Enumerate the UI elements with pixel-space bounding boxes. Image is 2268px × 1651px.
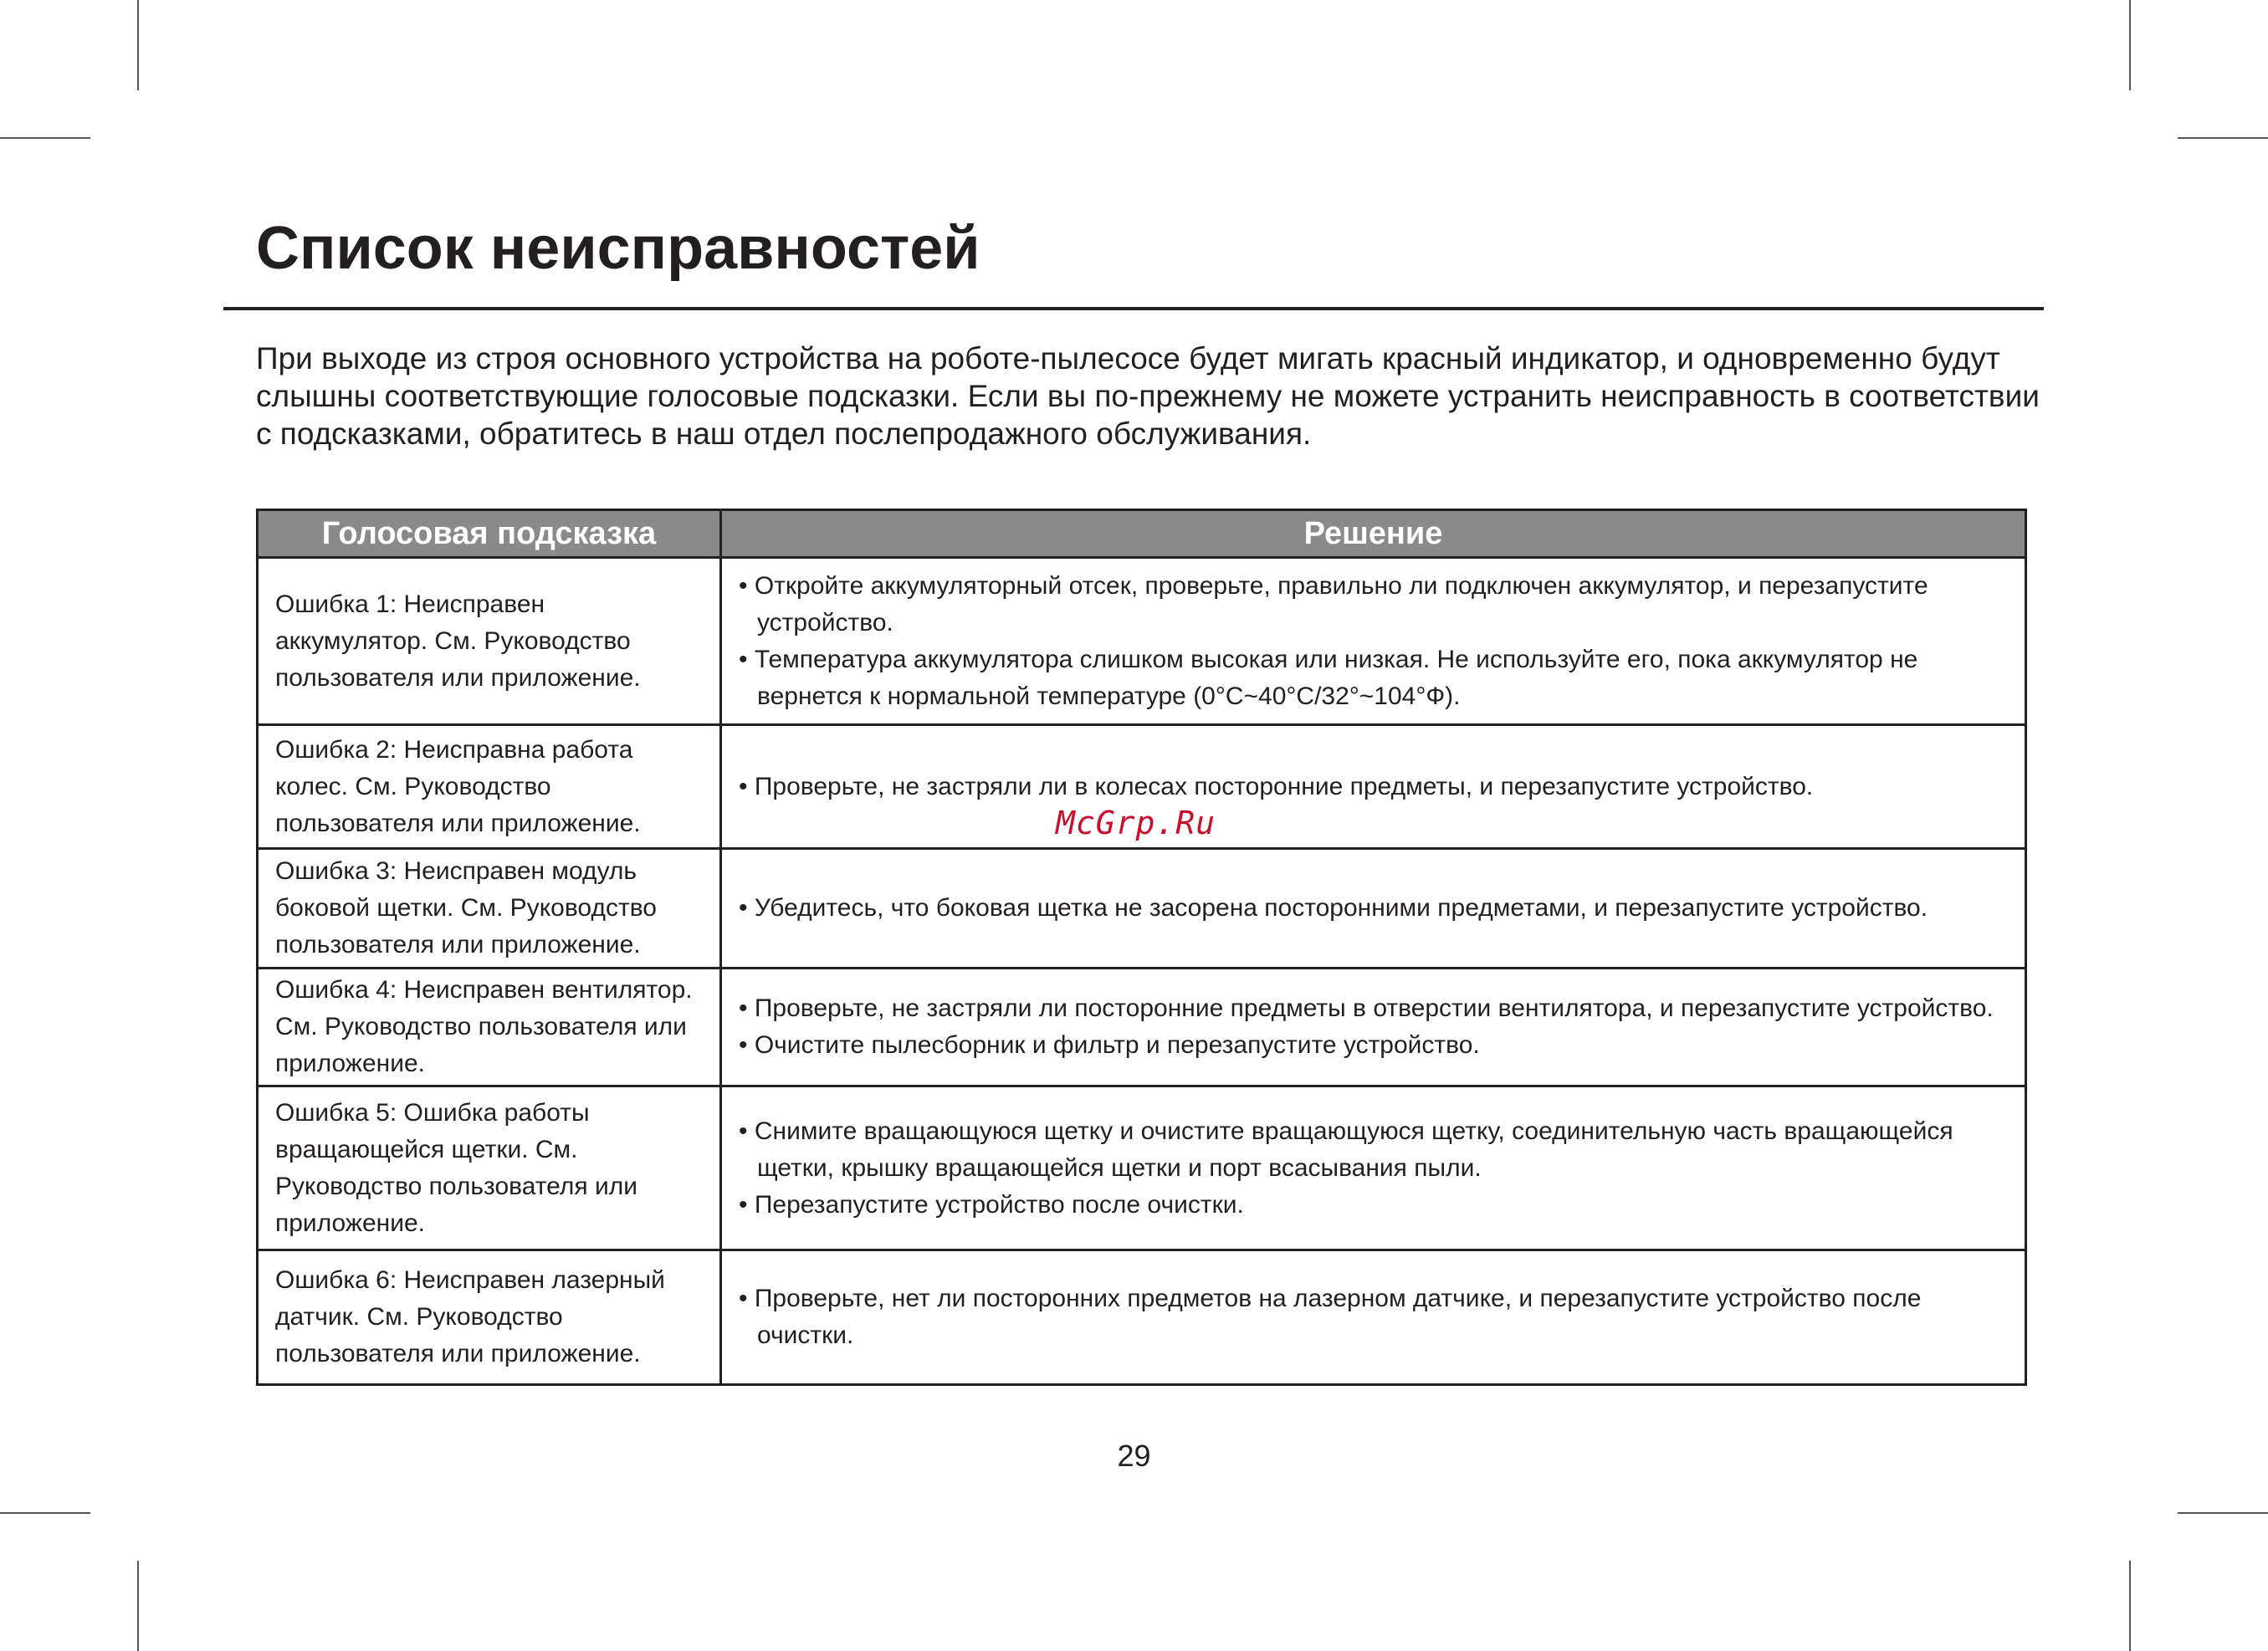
solution-item: • Откройте аккумуляторный отсек, проверьте, правильно ли подключен аккумулятор, и перезапустите устройство. <box>739 568 2018 641</box>
page-title: Список неисправностей <box>256 215 980 282</box>
solution-item: • Проверьте, нет ли посторонних предметов на лазерном датчике, и перезапустите устройство после очистки. <box>739 1280 2018 1354</box>
header-prompt: Голосовая подсказка <box>258 510 721 558</box>
solution-item: • Перезапустите устройство после очистки. <box>739 1187 2018 1224</box>
solution-item: • Проверьте, не застряли ли в колесах посторонние предметы, и перезапустите устройство. <box>739 769 2018 805</box>
solution-item: • Температура аккумулятора слишком высокая или низкая. Не используйте его, пока аккумулятор не вернется к нормальной температуре (0°C~40°C/32°~104°Ф). <box>739 641 2018 715</box>
solution-cell <box>721 725 2026 849</box>
title-divider <box>223 307 2044 310</box>
solution-item: • Убедитесь, что боковая щетка не засорена посторонними предметами, и перезапустите устройство. <box>739 890 2018 927</box>
table-row <box>258 969 2026 1086</box>
solution-item: • Очистите пылесборник и фильтр и перезапустите устройство. <box>739 1027 2018 1064</box>
table-row <box>258 558 2026 725</box>
prompt-cell: Ошибка 1: Неисправен аккумулятор. См. Руководство пользователя или приложение. <box>258 558 721 725</box>
prompt-cell: Ошибка 6: Неисправен лазерный датчик. См. Руководство пользователя или приложение. <box>258 1250 721 1385</box>
crop-mark <box>0 137 90 139</box>
crop-mark <box>2178 1512 2268 1514</box>
table-row <box>258 849 2026 969</box>
table-header-row <box>258 510 2026 558</box>
prompt-cell: Ошибка 2: Неисправна работа колес. См. Руководство пользователя или приложение. <box>258 725 721 849</box>
crop-mark <box>137 0 139 90</box>
solution-cell <box>721 1086 2026 1250</box>
crop-mark <box>2129 0 2131 90</box>
solution-item: • Снимите вращающуюся щетку и очистите вращающуюся щетку, соединительную часть вращающейся щетки, крышку вращающейся щетки и порт всасывания пыли. <box>739 1113 2018 1187</box>
solution-cell <box>721 1250 2026 1385</box>
fault-table <box>256 509 2027 1386</box>
table-row <box>258 1250 2026 1385</box>
crop-mark <box>0 1512 90 1514</box>
crop-mark <box>2178 137 2268 139</box>
crop-mark <box>137 1561 139 1651</box>
page-number: 29 <box>1117 1439 1151 1473</box>
header-solution: Решение <box>721 510 2026 558</box>
intro-paragraph: При выходе из строя основного устройства на роботе-пылесосе будет мигать красный индикатор, и одновременно будут слышны соответствующие голосовые подсказки. Если вы по-прежнему не можете устранить неисправность в соответствии с подсказками, обратитесь в наш отдел послепродажного обслуживания. <box>256 341 2040 451</box>
watermark: McGrp.Ru <box>1056 805 1216 841</box>
solution-cell <box>721 558 2026 725</box>
solution-item: • Проверьте, не застряли ли посторонние предметы в отверстии вентилятора, и перезапустите устройство. <box>739 990 2018 1027</box>
table-row <box>258 1086 2026 1250</box>
prompt-cell: Ошибка 3: Неисправен модуль боковой щетки. См. Руководство пользователя или приложение. <box>258 849 721 969</box>
crop-mark <box>2129 1561 2131 1651</box>
solution-cell <box>721 849 2026 969</box>
solution-cell <box>721 969 2026 1086</box>
prompt-cell: Ошибка 5: Ошибка работы вращающейся щетки. См. Руководство пользователя или приложение. <box>258 1086 721 1250</box>
prompt-cell: Ошибка 4: Неисправен вентилятор. См. Руководство пользователя или приложение. <box>258 969 721 1086</box>
